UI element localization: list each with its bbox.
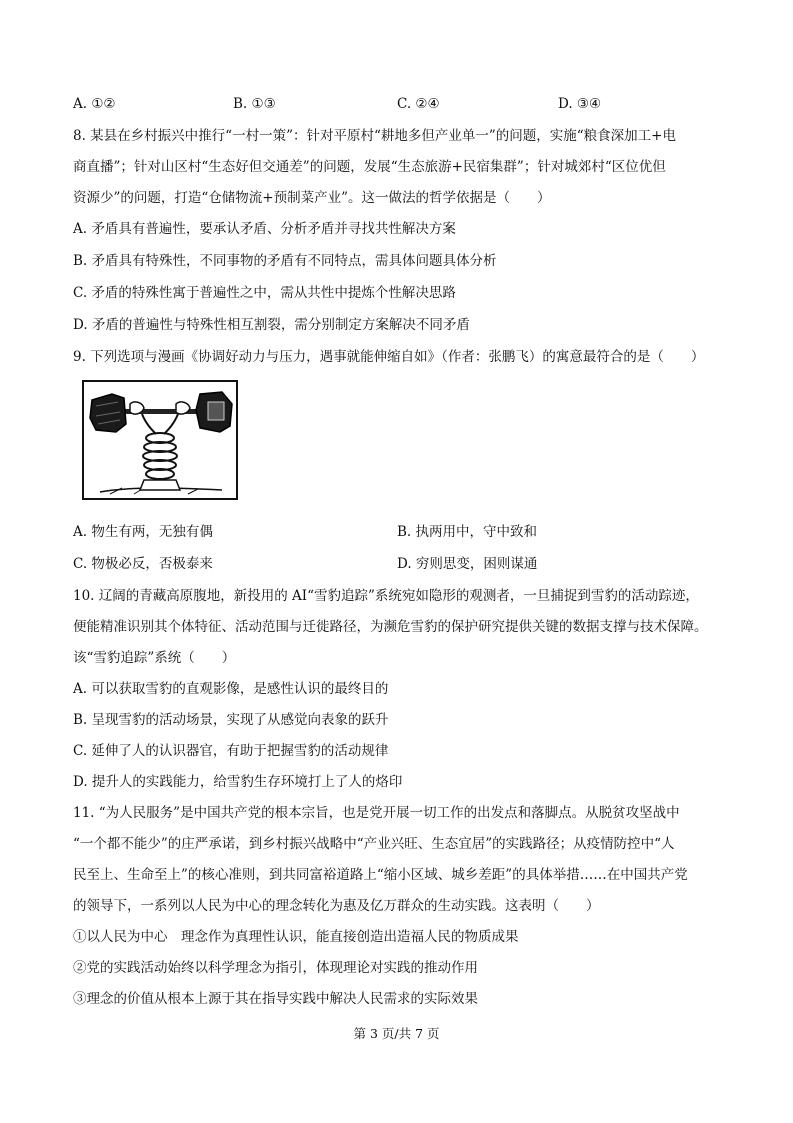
q9-option-b: B. 执两用中，守中致和: [397, 524, 538, 540]
q11-statement-1: ①以人民为中心 理念作为真理性认识，能直接创造出造福人民的物质成果: [73, 929, 519, 945]
q7-option-a: A. ①②: [73, 96, 116, 112]
q9-option-a: A. 物生有两，无独有偶: [73, 524, 213, 540]
page-number: 第 3 页/共 7 页: [353, 1026, 440, 1041]
q11-statement-3: ③理念的价值从根本上源于其在指导实践中解决人民需求的实际效果: [73, 991, 478, 1007]
q8-option-d: D. 矛盾的普遍性与特殊性相互割裂，需分别制定方案解决不同矛盾: [73, 317, 470, 333]
q7-option-d: D. ③④: [558, 96, 602, 112]
q7-option-c: C. ②④: [397, 96, 440, 112]
q11-statement-2: ②党的实践活动始终以科学理念为指引，体现理论对实践的推动作用: [73, 960, 478, 976]
q9-stem: 9. 下列选项与漫画《协调好动力与压力，遇事就能伸缩自如》（作者：张鹏飞）的寓意最符合的是（ ）: [73, 349, 705, 365]
q9-option-c: C. 物极必反，否极泰来: [73, 556, 213, 572]
q8-option-b: B. 矛盾具有特殊性，不同事物的矛盾有不同特点，需具体问题具体分析: [73, 253, 497, 269]
q11-stem-line-4: 的领导下，一系列以人民为中心的理念转化为惠及亿万群众的生动实践。这表明（ ）: [73, 898, 600, 914]
q11-stem-line-2: “一个都不能少”的庄严承诺，到乡村振兴战略中“产业兴旺、生态宜居”的实践路径；从疫情防控中“人: [73, 836, 675, 852]
dumbbell-on-spring-comic-icon: [82, 380, 238, 500]
q7-option-b: B. ①③: [233, 96, 276, 112]
q10-option-d: D. 提升人的实践能力，给雪豹生存环境打上了人的烙印: [73, 774, 403, 790]
q10-option-b: B. 呈现雪豹的活动场景，实现了从感觉向表象的跃升: [73, 712, 389, 728]
q8-option-a: A. 矛盾具有普遍性，要承认矛盾、分析矛盾并寻找共性解决方案: [73, 221, 456, 237]
q10-option-a: A. 可以获取雪豹的直观影像，是感性认识的最终目的: [73, 681, 389, 697]
q10-option-c: C. 延伸了人的认识器官，有助于把握雪豹的活动规律: [73, 743, 389, 759]
q10-stem-line-1: 10. 辽阔的青藏高原腹地，新投用的 AI“雪豹追踪”系统宛如隐形的观测者，一旦捕捉到雪豹的活动踪迹，: [73, 588, 699, 604]
q8-stem-line-1: 8. 某县在乡村振兴中推行“一村一策”：针对平原村“耕地多但产业单一”的问题，实施“粮食深加工+电: [73, 128, 676, 144]
q10-stem-line-2: 便能精准识别其个体特征、活动范围与迁徙路径，为濒危雪豹的保护研究提供关键的数据支撑与技术保障。: [73, 619, 708, 635]
q9-option-d: D. 穷则思变，困则谋通: [397, 556, 538, 572]
q8-option-c: C. 矛盾的特殊性寓于普遍性之中，需从共性中提炼个性解决思路: [73, 285, 456, 301]
q10-stem-line-3: 该“雪豹追踪”系统（ ）: [73, 650, 236, 666]
q8-stem-line-3: 资源少”的问题，打造“仓储物流+预制菜产业”。这一做法的哲学依据是（ ）: [73, 190, 551, 206]
q8-stem-line-2: 商直播”；针对山区村“生态好但交通差”的问题，发展“生态旅游+民宿集群”；针对城郊村“区位优但: [73, 159, 666, 175]
q11-stem-line-1: 11. “为人民服务”是中国共产党的根本宗旨，也是党开展一切工作的出发点和落脚点。从脱贫攻坚战中: [73, 805, 680, 821]
q11-stem-line-3: 民至上、生命至上”的核心准则，到共同富裕道路上“缩小区域、城乡差距”的具体举措……在中国共产党: [73, 867, 688, 883]
